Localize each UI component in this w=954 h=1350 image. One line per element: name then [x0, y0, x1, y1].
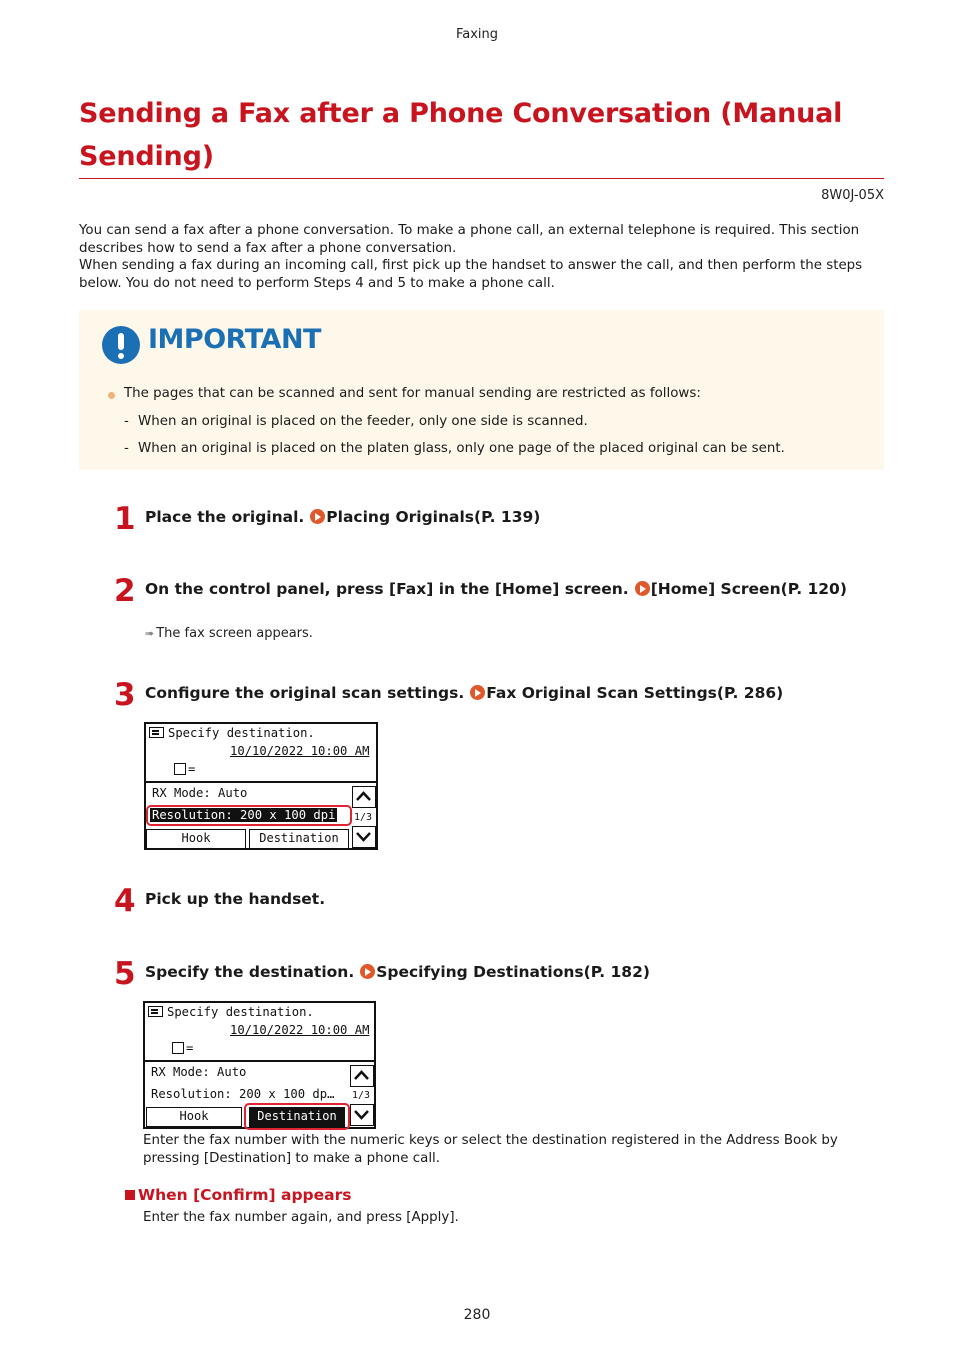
important-sub-item: - When an original is placed on the feeder, only one side is scanned.: [124, 414, 588, 429]
important-sub-item: - When an original is placed on the platen glass, only one page of the placed original can be sent.: [124, 441, 785, 456]
lcd-title-row: [148, 1005, 314, 1019]
step-5-caption: Enter the fax number with the numeric keys or select the destination registered in the Address Book by pressing [Destination] to make a phone call.: [143, 1133, 838, 1166]
step-link[interactable]: Specifying Destinations(P. 182): [376, 963, 650, 981]
fax-icon: [149, 727, 164, 738]
address-book-icon: [174, 763, 186, 775]
hook-button[interactable]: Hook: [146, 1107, 242, 1127]
link-arrow-icon: [360, 964, 375, 979]
destination-button[interactable]: Destination: [249, 829, 349, 849]
lcd-dest-row: =: [172, 1041, 193, 1055]
scroll-down-icon[interactable]: [352, 826, 376, 848]
lcd-title: Specify destination.: [167, 1005, 314, 1019]
scroll-up-icon[interactable]: [350, 1065, 374, 1087]
highlight-frame: [146, 805, 352, 826]
lcd-title: Specify destination.: [168, 726, 315, 740]
intro-paragraph-2: When sending a fax during an incoming call, first pick up the handset to answer the call, and then perform the steps below. You do not need to perform Steps 4 and 5 to make a phone call.: [79, 258, 863, 291]
step-3: [145, 683, 783, 703]
bullet-icon: [108, 392, 115, 399]
step-1: [145, 507, 540, 527]
lcd-resolution[interactable]: Resolution: 200 x 100 dp…: [151, 1087, 335, 1101]
step-text: Pick up the handset.: [145, 890, 326, 908]
result-arrow-icon: ➠: [145, 627, 155, 640]
fax-icon: [148, 1006, 163, 1017]
step-number: 5: [114, 956, 136, 992]
important-box: [79, 310, 884, 470]
page-title: Sending a Fax after a Phone Conversation (Manual Sending): [79, 98, 843, 172]
step-link[interactable]: [Home] Screen(P. 120): [650, 580, 847, 598]
page-number: 280: [463, 1307, 491, 1323]
lcd-divider: [146, 781, 376, 783]
lcd-resolution-text: Resolution: 200 x 100 dpi: [152, 808, 336, 822]
highlight-frame: [244, 1103, 350, 1130]
link-arrow-icon: [635, 581, 650, 596]
step-2: [145, 579, 847, 599]
important-sub-text: When an original is placed on the platen glass, only one page of the placed original can be sent.: [138, 441, 785, 456]
lcd-datetime: 10/10/2022 10:00 AM: [230, 744, 370, 758]
address-book-icon: [172, 1042, 184, 1054]
important-label: IMPORTANT: [148, 324, 321, 355]
link-arrow-icon: [310, 509, 325, 524]
hook-button[interactable]: Hook: [146, 829, 246, 849]
intro-paragraph-1: You can send a fax after a phone conversation. To make a phone call, an external telephone is required. This section describes how to send a fax after a phone conversation.: [79, 223, 860, 256]
destination-button[interactable]: Destination: [249, 1107, 345, 1127]
step-number: 2: [114, 573, 136, 609]
important-bullet-text: The pages that can be scanned and sent for manual sending are restricted as follows:: [124, 386, 701, 401]
step-5: [145, 962, 650, 982]
step-text: Place the original.: [145, 508, 305, 526]
lcd-page-indicator: 1/3: [352, 1090, 371, 1101]
scroll-up-icon[interactable]: [352, 786, 376, 808]
subsection-heading: [125, 1186, 351, 1204]
lcd-screen-scan-settings: [144, 722, 378, 850]
running-header: Faxing: [455, 27, 499, 42]
scroll-down-icon[interactable]: [350, 1104, 374, 1126]
step-link[interactable]: Fax Original Scan Settings(P. 286): [486, 684, 784, 702]
link-arrow-icon: [470, 685, 485, 700]
step-text: Specify the destination.: [145, 963, 355, 981]
step-4: [145, 889, 325, 909]
subsection-body: Enter the fax number again, and press [Apply].: [143, 1210, 459, 1225]
title-divider: [79, 178, 884, 179]
lcd-dest-row: =: [174, 762, 195, 776]
step-number: 1: [114, 501, 136, 537]
lcd-page-indicator: 1/3: [354, 812, 373, 823]
step-text: On the control panel, press [Fax] in the [Home] screen.: [145, 580, 629, 598]
lcd-title-row: [149, 726, 315, 740]
intro-text: [79, 222, 884, 292]
step-result-text: The fax screen appears.: [156, 626, 313, 641]
square-bullet-icon: [125, 1190, 135, 1200]
lcd-datetime: 10/10/2022 10:00 AM: [230, 1023, 370, 1037]
step-text: Configure the original scan settings.: [145, 684, 465, 702]
important-sub-text: When an original is placed on the feeder, only one side is scanned.: [138, 414, 588, 429]
step-number: 4: [114, 883, 136, 919]
step-number: 3: [114, 677, 136, 713]
step-result: [145, 626, 313, 641]
lcd-screen-destination: [143, 1001, 376, 1129]
lcd-divider: [145, 1060, 374, 1062]
exclamation-icon: [102, 326, 140, 364]
step-link[interactable]: Placing Originals(P. 139): [326, 508, 541, 526]
subsection-heading-text: When [Confirm] appears: [138, 1186, 352, 1204]
document-id: 8W0J-05X: [821, 188, 884, 203]
lcd-rx-mode[interactable]: RX Mode: Auto: [151, 1065, 247, 1079]
lcd-rx-mode[interactable]: RX Mode: Auto: [152, 786, 248, 800]
